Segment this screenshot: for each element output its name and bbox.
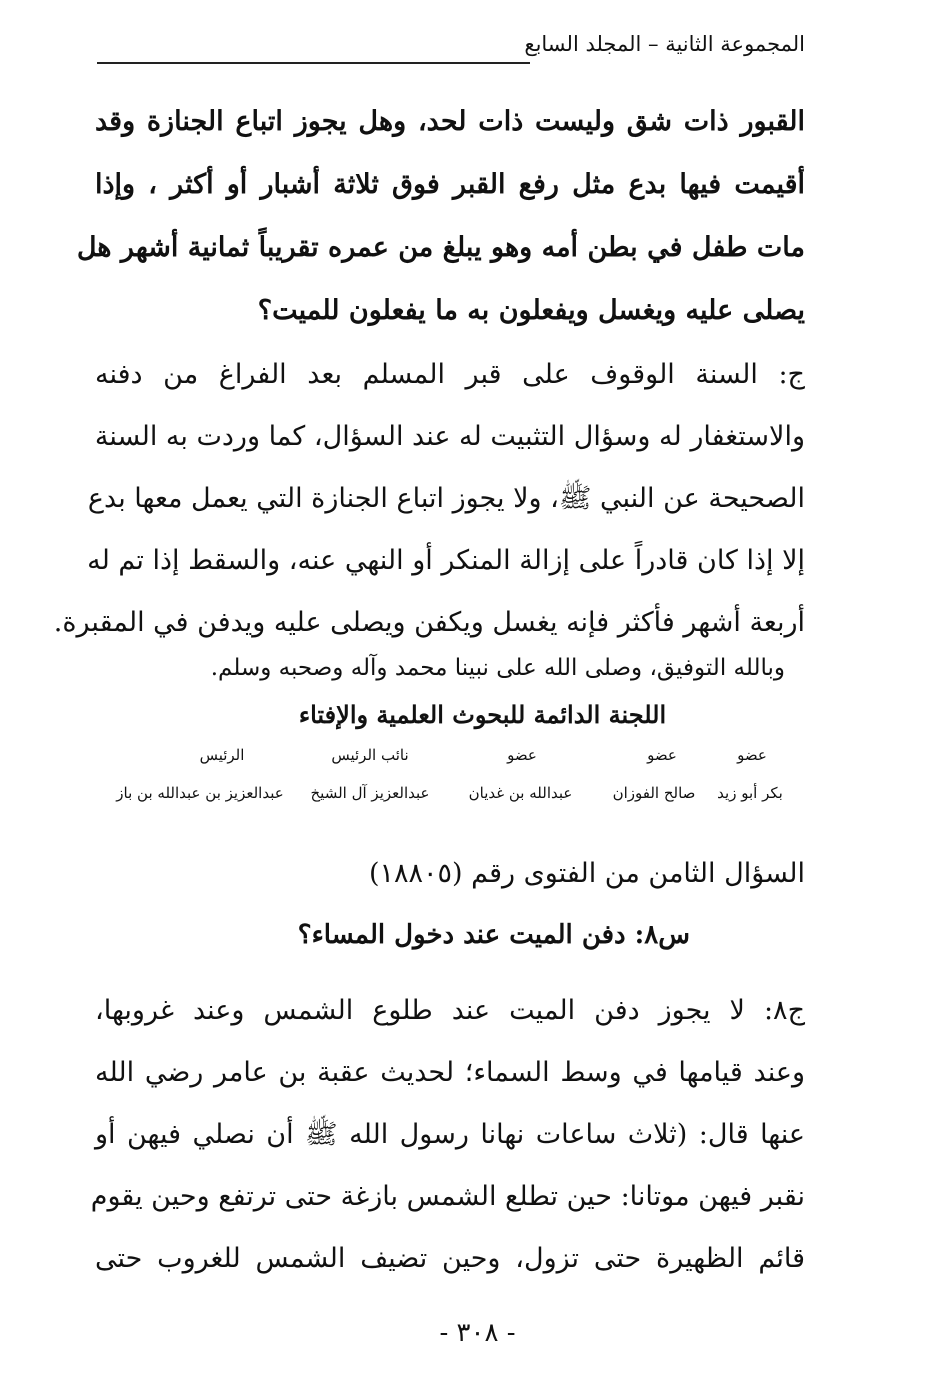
answer-line: الصحيحة عن النبي ﷺ، ولا يجوز اتباع الجنازة التي يعمل معها بدع [87,483,805,514]
signatory-name: عبدالعزيز بن عبدالله بن باز [116,784,284,802]
signatory-role: الرئيس [199,746,245,764]
answer8-line: نقبر فيهن موتانا: حين تطلع الشمس بازغة حتى ترتفع وحين يقوم [90,1181,805,1212]
answer-text [53,344,805,654]
question-line: أقيمت فيها بدع مثل رفع القبر فوق ثلاثة أشبار أو أكثر ، وإذا [95,169,805,200]
answer-line: والاستغفار له وسؤال التثبيت له عند السؤال، كما وردت به السنة [94,421,805,452]
closing-formula: وبالله التوفيق، وصلى الله على نبينا محمد وآله وصحبه وسلم. [210,655,785,681]
signatory-role: عضو [737,746,767,764]
answer-line: ج: السنة الوقوف على قبر المسلم بعد الفراغ من دفنه [95,359,805,390]
question-line: مات طفل في بطن أمه وهو يبلغ من عمره تقريباً ثمانية أشهر هل [76,232,805,263]
signatory-name: صالح الفوزان [612,784,696,802]
signatory-name: عبدالله بن غديان [468,784,573,802]
answer8-line: قائم الظهيرة حتى تزول، وحين تضيف الشمس للغروب حتى [95,1243,805,1274]
answer8-line: وعند قيامها في وسط السماء؛ لحديث عقبة بن عامر رضي الله [95,1057,805,1088]
signatory-role: عضو [647,746,677,764]
signatory-role: نائب الرئيس [331,746,409,764]
header-rule [97,62,530,64]
answer-line: إلا إذا كان قادراً على إزالة المنكر أو النهي عنه، والسقط إذا تم له [87,545,805,576]
signatory-name: عبدالعزيز آل الشيخ [310,784,430,802]
fatwa-heading: السؤال الثامن من الفتوى رقم (١٨٨٠٥) [368,858,805,889]
question-line: القبور ذات شق وليست ذات لحد، وهل يجوز اتباع الجنازة وقد [95,106,805,137]
answer-8-text [90,980,805,1290]
question-line: يصلى عليه ويغسل ويفعلون به ما يفعلون للميت؟ [257,295,805,326]
running-header: المجموعة الثانية – المجلد السابع [524,32,805,56]
committee-title: اللجنة الدائمة للبحوث العلمية والإفتاء [298,700,667,729]
signatory-name: بكر أبو زيد [717,784,783,802]
answer-line: أربعة أشهر فأكثر فإنه يغسل ويكفن ويصلى عليه ويدفن في المقبرة. [53,607,805,638]
question-text [76,90,805,342]
answer8-line: ج٨: لا يجوز دفن الميت عند طلوع الشمس وعند غروبها، [95,995,805,1026]
page-number: - ٣٠٨ - [439,1318,516,1348]
signatory-role: عضو [507,746,537,764]
question-8: س٨: دفن الميت عند دخول المساء؟ [297,920,690,950]
answer8-line: عنها قال: (ثلاث ساعات نهانا رسول الله ﷺ أن نصلي فيهن أو [95,1119,805,1150]
